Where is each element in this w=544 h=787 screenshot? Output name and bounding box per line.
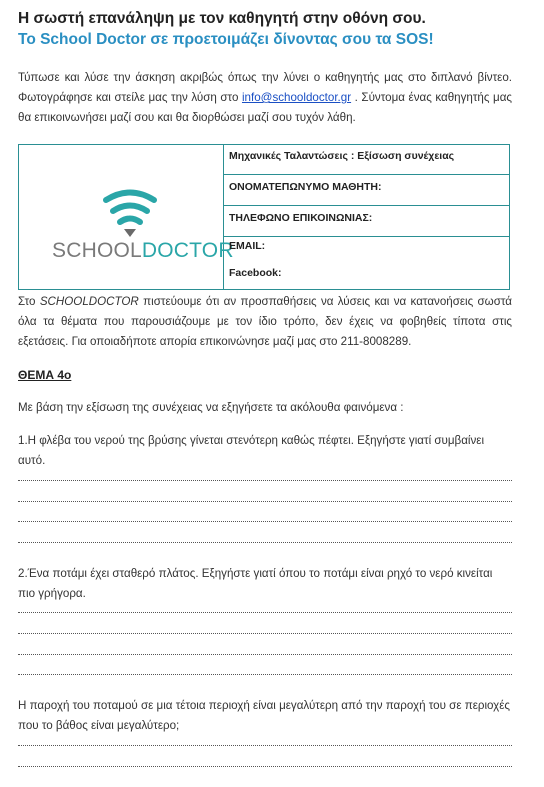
answer-line[interactable] — [18, 480, 512, 481]
logo-school: SCHOOL — [52, 239, 142, 262]
brand-name: SCHOOLDOCTOR — [39, 295, 139, 308]
belief-paragraph — [18, 292, 512, 352]
question-1: 1.Η φλέβα του νερού της βρύσης γίνεται στενότερη καθώς πέφτει. Εξηγήστε γιατί συμβαίνει αυτό. — [18, 434, 485, 467]
intro-paragraph — [18, 68, 512, 128]
student-name-field[interactable]: ΟΝΟΜΑΤΕΠΩΝΥΜΟ ΜΑΘΗΤΗ: — [224, 175, 510, 206]
answer-line[interactable] — [18, 766, 512, 767]
email-field[interactable]: EMAIL: — [229, 240, 266, 252]
page-subtitle: Το School Doctor σε προετοιμάζει δίνοντας σου τα SOS! — [18, 31, 434, 48]
student-info-table — [18, 144, 510, 290]
question-3: Η παροχή του ποταμού σε μια τέτοια περιοχή είναι μεγαλύτερη από την παροχή του σε περιοχές που το βάθος είναι μεγαλύτερο; — [18, 699, 511, 732]
answer-line[interactable] — [18, 745, 512, 746]
belief-text-1: Στο — [18, 295, 40, 308]
answer-line[interactable] — [18, 542, 512, 543]
answer-line[interactable] — [18, 612, 512, 613]
logo-cell — [19, 145, 234, 289]
logo-doctor: DOCTOR — [141, 239, 234, 262]
section-heading: ΘΕΜΑ 4ο — [18, 368, 72, 382]
answer-line[interactable] — [18, 501, 512, 502]
answer-line[interactable] — [18, 674, 512, 675]
subject-field: Μηχανικές Ταλαντώσεις : Εξίσωση συνέχειας — [224, 145, 510, 175]
page-title: Η σωστή επανάληψη με τον καθηγητή στην οθόνη σου. — [18, 10, 426, 27]
intro-text-2: . Σύντομα ένας καθηγητής μας θα επικοινωνήσει μαζί σου και θα διορθώσει μαζί σου τυχόν λάθη. — [18, 91, 512, 124]
email-link[interactable]: info@schooldoctor.gr — [241, 91, 352, 104]
phone-field[interactable]: ΤΗΛΕΦΩΝΟ ΕΠΙΚΟΙΝΩΝΙΑΣ: — [224, 206, 510, 237]
question-2: 2.Ένα ποτάμι έχει σταθερό πλάτος. Εξηγήστε γιατί όπου το ποτάμι είναι ρηχό το νερό κινείται πιο γρήγορα. — [18, 567, 493, 600]
instruction-text: Με βάση την εξίσωση της συνέχειας να εξηγήσετε τα ακόλουθα φαινόμενα : — [18, 401, 404, 414]
facebook-field[interactable]: Facebook: — [229, 267, 282, 279]
answer-line[interactable] — [18, 633, 512, 634]
wifi-signal-icon — [19, 145, 223, 289]
logo — [52, 239, 234, 263]
intro-text-1: Τύπωσε και λύσε την άσκηση ακριβώς όπως την λύνει ο καθηγητής μας στο διπλανό βίντεο. Φωτογράφησε και στείλε μας την λύση στο — [18, 71, 512, 104]
answer-line[interactable] — [18, 654, 512, 655]
answer-line[interactable] — [18, 521, 512, 522]
belief-text-2: πιστεύουμε ότι αν προσπαθήσεις να λύσεις και να κατανοήσεις σωστά όλα τα θέματα που παρουσιάζουμε με τον ίδιο τρόπο, δεν έχεις να φοβηθείς τίποτα στις εξετάσεις. Για οποιαδήποτε απορία επικοινώνησε μαζί μας στο 211-8008289. — [18, 295, 513, 348]
